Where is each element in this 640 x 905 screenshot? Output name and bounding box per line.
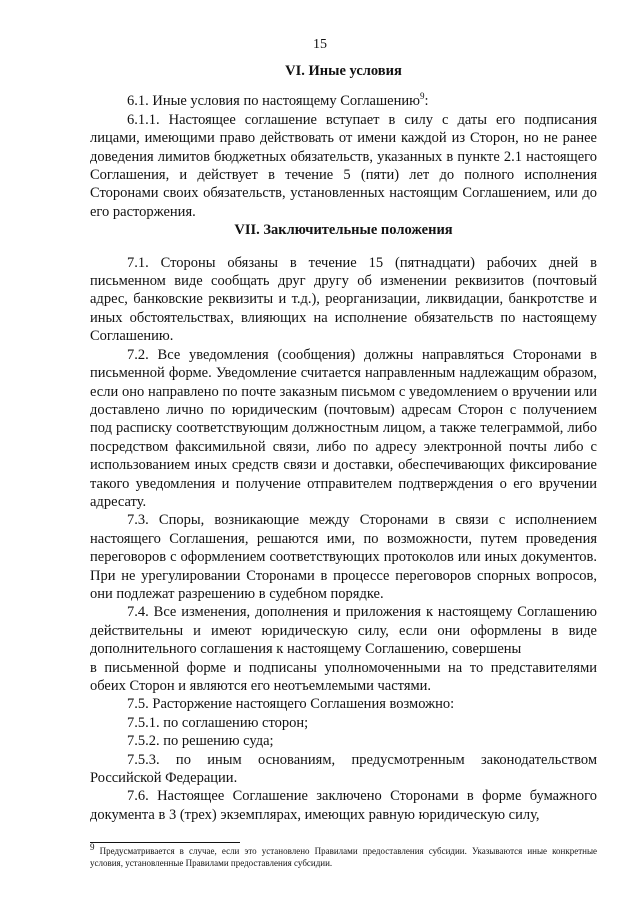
clause-7-5: 7.5. Расторжение настоящего Соглашения возможно: [127, 696, 455, 713]
footnote-text: Предусматривается в случае, если это установлено Правилами предоставления субсидии. Указываются иные конкретные условия, установленные Правилами предоставления субсидии. [90, 846, 598, 868]
footnote-mark: 9 [90, 842, 95, 852]
section-heading-6: VI. Иные условия [285, 63, 402, 79]
clause-7-4: 7.4. Все изменения, дополнения и приложения к настоящему Соглашению действительны и имеют юридическую силу, если они оформлены в виде дополнительного соглашения к настоящему Соглашению, совершены [90, 604, 597, 658]
footnote-separator [90, 842, 240, 843]
clause-7-3: 7.3. Споры, возникающие между Сторонами в связи с исполнением настоящего Соглашения, решаются ими, по возможности, путем проведения переговоров с оформлением соответствующих протоколов или иных документов. При не урегулировании Сторонами в процессе переговоров спорных вопросов, они подлежат разрешению в судебном порядке. [90, 512, 597, 602]
clause-6-1-text: 6.1. Иные условия по настоящему Соглашению [127, 93, 420, 110]
clause-6-1-colon: : [424, 93, 429, 110]
footnote [90, 842, 598, 869]
clause-7-4-continued: в письменной форме и подписаны уполномоченными на то представителями обеих Сторон и являются его неотъемлемыми частями. [90, 659, 597, 694]
clause-7-1: 7.1. Стороны обязаны в течение 15 (пятнадцати) рабочих дней в письменном виде сообщать друг другу об изменении реквизитов (почтовый адрес, банковские реквизиты и т.д.), реорганизации, ликвидации, банкротстве и иных обстоятельствах, влияющих на исполнение обязательств по настоящему Соглашению. [90, 254, 597, 345]
clause-7-2: 7.2. Все уведомления (сообщения) должны направляться Сторонами в письменной форме. Уведомление считается направленным надлежащим образом, если оно направлено по почте заказным письмом с уведомлением о вручении или доставлено лично по юридическим (почтовым) адресам Сторон с получением под расписку соответствующим должностным лицом, а также телеграммой, либо посредством факсимильной связи, либо по адресу электронной почты либо с использованием иных средств связи и доставки, обеспечивающих фиксирование такого уведомления и получение отправителем подтверждения о его вручении адресату. [90, 346, 597, 510]
page-content [90, 62, 597, 824]
page-number: 15 [313, 37, 327, 52]
section-heading-7: VII. Заключительные положения [234, 222, 453, 239]
clause-6-1 [90, 92, 597, 110]
clause-7-5-1: 7.5.1. по соглашению сторон; [127, 714, 309, 731]
clause-7-5-2: 7.5.2. по решению суда; [127, 733, 274, 750]
footnote-reference: 9 [419, 91, 425, 102]
clause-7-5-3: 7.5.3. по иным основаниям, предусмотренным законодательством Российской Федерации. [90, 751, 597, 787]
clause-6-1-1: 6.1.1. Настоящее соглашение вступает в силу с даты его подписания лицами, имеющими право действовать от имени каждой из Сторон, но не ранее доведения лимитов бюджетных обязательств, указанных в пункте 2.1 настоящего Соглашения, и действует в течение 5 (пяти) лет до полного исполнения Сторонами своих обязательств, установленных настоящим Соглашением, или до его расторжения. [90, 111, 597, 220]
clause-7-6: 7.6. Настоящее Соглашение заключено Сторонами в форме бумажного документа в 3 (трех) экземплярах, имеющих равную юридическую силу, [90, 788, 597, 823]
